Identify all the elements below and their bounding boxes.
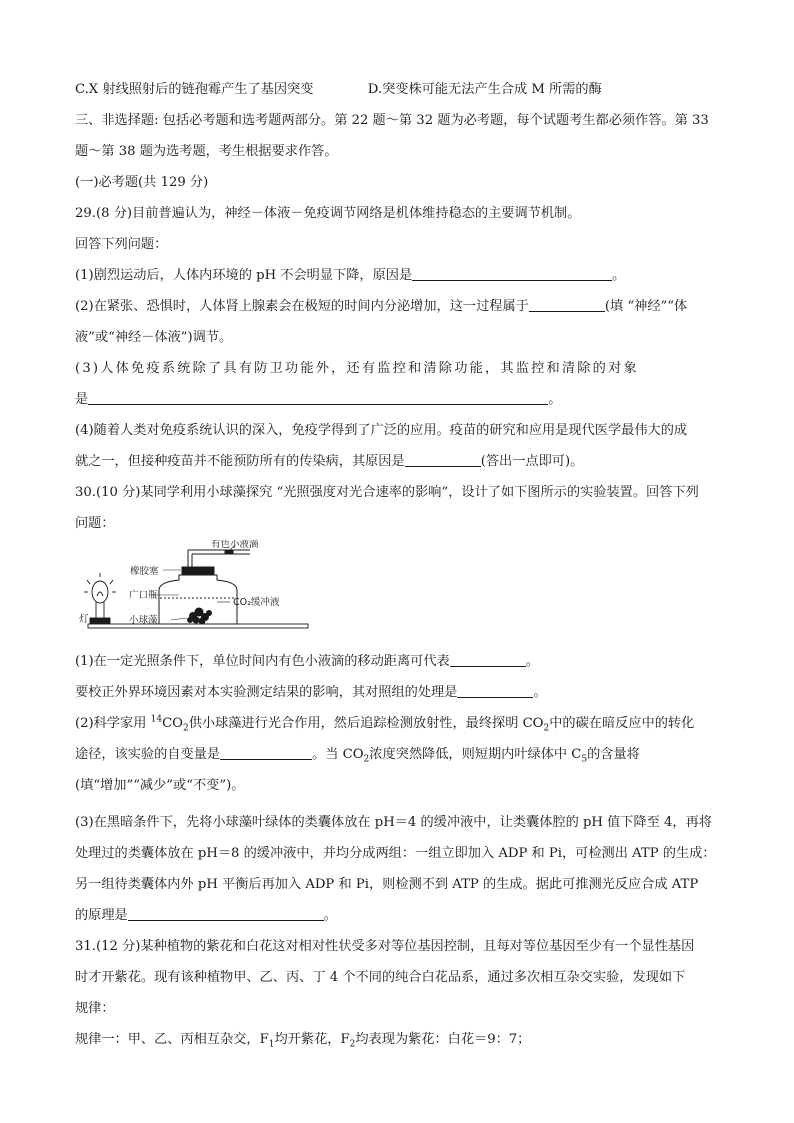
q31-stem-cont2: 规律： [75,1001,115,1016]
answer-blank[interactable] [457,683,533,698]
label-droplet: 有色小液滴 [211,540,259,550]
answer-blank[interactable] [88,390,548,405]
q30-1: (1)在一定光照条件下，单位时间内有色小液滴的移动距离可代表 。 [75,654,539,669]
q30-3: (3)在黑暗条件下，先将小球藻叶绿体的类囊体放在 pH＝4 的缓冲液中，让类囊体腔的 pH 值下降至 4，再将 [75,815,712,830]
q30-stem: 30.(10 分)某同学利用小球藻探究 “光照强度对光合速率的影响”，设计了如下图所示的实验装置。回答下列 [75,485,699,500]
q29-stem: 29.(8 分)目前普遍认为，神经－体液－免疫调节网络是机体维持稳态的主要调节机制。 [75,206,581,221]
answer-blank[interactable] [529,297,605,312]
q29-3-cont: 是 。 [75,392,562,407]
bottle-icon [159,550,250,624]
q29-4-cont: 就之一，但接种疫苗并不能预防所有的传染病，其原因是 (答出一点即可)。 [75,454,584,469]
q30-1-cont: 要校正外界环境因素对本实验测定结果的影响，其对照组的处理是 。 [75,685,547,700]
q29-2: (2)在紧张、恐惧时，人体肾上腺素会在极短的时间内分泌增加，这一过程属于 (填 “神经”“体 [75,299,688,314]
answer-blank[interactable] [450,652,526,667]
label-lamp: 灯 [79,614,89,625]
section-heading: 三、非选择题: 包括必考题和选考题两部分。第 22 题～第 32 题为必考题，每个试题考生都必须作答。第 33 [75,113,709,128]
q30-2-cont2: (填“增加”“减少”或“不变”)。 [75,778,245,793]
option-c: C.X 射线照射后的链孢霉产生了基因突变 [75,82,314,97]
q30-3-cont: 处理过的类囊体放在 pH＝8 的缓冲液中，并均分成两组：一组立即加入 ADP 和 Pi，可检测出 ATP 的生成： [75,846,716,861]
experiment-apparatus-figure [75,540,315,640]
q29-1: (1)剧烈运动后，人体内环境的 pH 不会明显下降，原因是 。 [75,268,626,283]
label-algae: 小球藻 [129,615,158,626]
answer-blank[interactable] [405,452,481,467]
q30-3-cont2: 另一组待类囊体内外 pH 平衡后再加入 ADP 和 Pi，则检测不到 ATP 的生成。据此可推测光反应合成 ATP [75,877,699,892]
option-c-d [75,80,602,100]
label-bottle: 广口瓶 [129,590,158,601]
q29-3: (3)人体免疫系统除了具有防卫功能外，还有监控和清除功能，其监控和清除的对象 [75,361,639,376]
required-heading: (一)必考题(共 129 分) [75,175,209,190]
answer-blank[interactable] [412,266,612,281]
option-d: D.突变株可能无法产生合成 M 所需的酶 [367,82,602,97]
answer-blank[interactable] [220,745,312,760]
q30-stem-cont: 问题： [75,516,115,531]
q31-rule-1: 规律一：甲、乙、丙相互杂交，$F_1$均开紫花，$F_2$均表现为紫花：白花＝9：7； [75,1032,531,1050]
q29-2-cont: 液”或“神经－体液”)调节。 [75,330,233,345]
q31-stem: 31.(12 分)某种植物的紫花和白花这对相对性状受多对等位基因控制，且每对等位基因至少有一个显性基因 [75,939,695,954]
label-buffer: CO₂缓冲液 [233,597,280,608]
section-heading-cont: 题～第 38 题为选考题，考生根据要求作答。 [75,144,338,159]
answer-blank[interactable] [128,906,324,921]
label-stopper: 橡胶塞 [130,566,159,577]
q29-4: (4)随着人类对免疫系统认识的深入，免疫学得到了广泛的应用。疫苗的研究和应用是现代医学最伟大的成 [75,423,688,438]
q30-2: (2)科学家用 $^{14}CO_2$供小球藻进行光合作用，然后追踪检测放射性，最终探明 $CO_2$中的碳在暗反应中的转化 [75,714,695,734]
q30-2-cont: 途径，该实验的自变量是 。当 $CO_2$浓度突然降低，则短期内叶绿体中 $C_5$的含量将 [75,747,640,765]
q29-instruction: 回答下列问题： [75,237,168,252]
q30-3-cont3: 的原理是 。 [75,908,337,923]
q31-stem-cont: 时才开紫花。现有该种植物甲、乙、丙、丁 4 个不同的纯合白花品系，通过多次相互杂交实验，发现如下 [75,970,686,985]
